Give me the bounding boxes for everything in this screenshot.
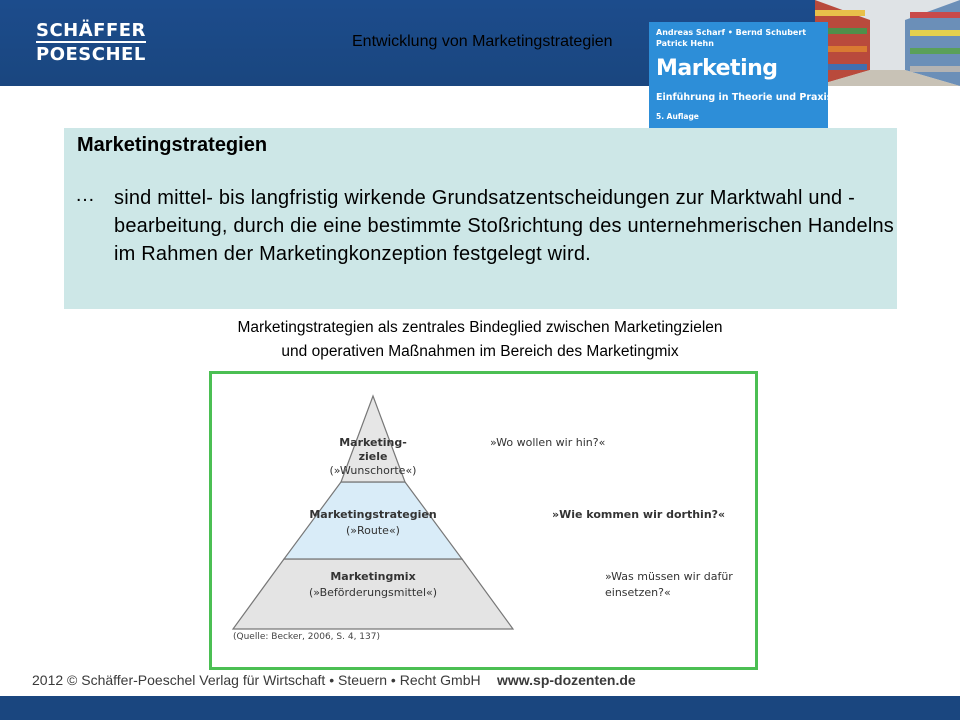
- figure-caption: [0, 316, 960, 364]
- pyramid-middle-label-2: (»Route«): [346, 524, 400, 537]
- question-bottom-2: einsetzen?«: [605, 586, 671, 599]
- pyramid-figure: [209, 371, 758, 670]
- definition-ellipsis: …: [75, 184, 95, 206]
- book-edition: 5. Auflage: [656, 112, 699, 121]
- question-middle: »Wie kommen wir dorthin?«: [552, 508, 726, 521]
- definition-text: sind mittel- bis langfristig wirkende Grundsatzentscheidungen zur Marktwahl und -bearbeitung, durch die eine bestimmte Stoßrichtung des unternehmerischen Handelns im Rahmen der Marketingkonzeption festgelegt wird.: [114, 187, 894, 265]
- book-cover: [649, 22, 833, 128]
- book-title: Marketing: [656, 56, 778, 81]
- pyramid-middle-label-1: Marketingstrategien: [309, 508, 437, 521]
- book-subtitle: Einführung in Theorie und Praxis: [656, 92, 833, 103]
- question-bottom-1: »Was müssen wir dafür: [605, 570, 733, 583]
- pyramid-bottom-label-1: Marketingmix: [330, 570, 416, 583]
- question-top: »Wo wollen wir hin?«: [490, 436, 606, 449]
- book-authors-line1: Andreas Scharf • Bernd Schubert: [656, 28, 807, 37]
- slide-header-title: Entwicklung von Marketingstrategien: [352, 33, 613, 50]
- book-authors: [656, 27, 826, 49]
- publisher-logo[interactable]: [36, 20, 146, 65]
- logo-line2: POESCHEL: [36, 41, 146, 65]
- pyramid-top-label-2: ziele: [358, 450, 388, 463]
- footer-url-link[interactable]: www.sp-dozenten.de: [497, 672, 636, 688]
- book-authors-line2: Patrick Hehn: [656, 39, 714, 48]
- pyramid-bottom-label-2: (»Beförderungsmittel«): [308, 586, 438, 599]
- pyramid-top-label-3: (»Wunschorte«): [329, 464, 417, 477]
- figure-source: (Quelle: Becker, 2006, S. 4, 137): [233, 632, 380, 642]
- definition-box: [64, 128, 897, 309]
- caption-line2: und operativen Maßnahmen im Bereich des Marketingmix: [281, 343, 679, 360]
- footer-bar: [0, 696, 960, 720]
- caption-line1: Marketingstrategien als zentrales Bindeglied zwischen Marketingzielen: [237, 319, 723, 336]
- logo-line1: SCHÄFFER: [36, 20, 146, 41]
- footer-copyright: 2012 © Schäffer-Poeschel Verlag für Wirtschaft • Steuern • Recht GmbH: [32, 672, 481, 688]
- pyramid-top-label-1: Marketing-: [339, 436, 407, 449]
- definition-title: Marketingstrategien: [77, 134, 268, 156]
- supermarket-photo: [815, 0, 960, 86]
